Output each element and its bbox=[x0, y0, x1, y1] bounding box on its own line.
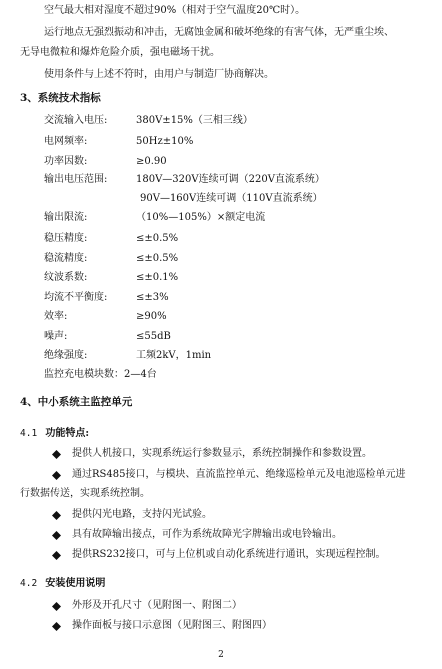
subsection-title: 功能特点: bbox=[45, 428, 90, 439]
intro-line-2: 运行地点无强烈振动和冲击，无腐蚀金属和破坏绝缘的有害气体，无严重尘埃、 bbox=[44, 27, 394, 38]
intro-line-1: 空气最大相对湿度不超过90%（相对于空气温度20℃时）。 bbox=[44, 5, 306, 16]
feature-bullet-3: 提供闪光电路，支持闪光试验。 bbox=[72, 509, 212, 520]
spec-value-current-accuracy: ≤±0.5% bbox=[136, 253, 179, 264]
spec-label-noise: 噪声: bbox=[44, 331, 68, 342]
spec-value-noise: ≤55dB bbox=[136, 331, 171, 342]
feature-bullet-5: 提供RS232接口，可与上位机或自动化系统进行通讯，实现远程控制。 bbox=[72, 549, 386, 560]
subsection-4-1-heading bbox=[20, 427, 89, 441]
diamond-bullet-icon bbox=[52, 450, 61, 459]
spec-value-input-voltage: 380V±15%（三相三线） bbox=[136, 115, 253, 126]
spec-label-frequency: 电网频率: bbox=[44, 136, 88, 147]
spec-value-frequency: 50Hz±10% bbox=[136, 136, 194, 147]
feature-bullet-1: 提供人机接口，实现系统运行参数显示，系统控制操作和参数设置。 bbox=[72, 448, 372, 459]
diamond-bullet-icon bbox=[52, 551, 61, 560]
feature-bullet-4: 具有故障输出接点，可作为系统故障光字牌输出或电铃输出。 bbox=[72, 529, 342, 540]
diamond-bullet-icon bbox=[52, 531, 61, 540]
spec-module-count: 监控充电模块数：2—4台 bbox=[44, 369, 157, 380]
spec-label-current-sharing: 均流不平衡度: bbox=[44, 292, 108, 303]
intro-line-4: 使用条件与上述不符时，由用户与制造厂协商解决。 bbox=[44, 69, 274, 80]
spec-value-current-limit: （10%—105%）×额定电流 bbox=[136, 212, 266, 223]
spec-label-efficiency: 效率: bbox=[44, 311, 68, 322]
spec-label-input-voltage: 交流输入电压: bbox=[44, 115, 108, 126]
spec-label-ripple: 纹波系数: bbox=[44, 272, 88, 283]
subsection-number: 4.2 bbox=[20, 578, 38, 589]
feature-bullet-2: 通过RS485接口，与模块、直流监控单元、绝缘巡检单元及电池巡检单元进 bbox=[72, 469, 406, 480]
section-3-heading: 3、系统技术指标 bbox=[20, 92, 101, 104]
install-bullet-2: 操作面板与接口示意图（见附图三、附图四） bbox=[72, 620, 272, 631]
diamond-bullet-icon bbox=[52, 602, 61, 611]
feature-bullet-2-continued: 行数据传送，实现系统控制。 bbox=[20, 488, 150, 499]
spec-value-output-voltage-110: 90V—160V连续可调（110V直流系统） bbox=[140, 193, 323, 204]
intro-line-3: 无导电微粒和爆炸危险介质，强电磁场干扰。 bbox=[20, 47, 220, 58]
spec-label-current-limit: 输出限流: bbox=[44, 212, 88, 223]
subsection-4-2-heading bbox=[20, 577, 105, 591]
subsection-number: 4.1 bbox=[20, 428, 38, 439]
subsection-title: 安装使用说明 bbox=[45, 578, 106, 589]
diamond-bullet-icon bbox=[52, 511, 61, 520]
spec-value-ripple: ≤±0.1% bbox=[136, 272, 179, 283]
diamond-bullet-icon bbox=[52, 471, 61, 480]
install-bullet-1: 外形及开孔尺寸（见附图一、附图二） bbox=[72, 600, 242, 611]
spec-value-output-voltage-220: 180V—320V连续可调（220V直流系统） bbox=[136, 174, 325, 185]
spec-value-efficiency: ≥90% bbox=[136, 311, 167, 322]
spec-value-voltage-accuracy: ≤±0.5% bbox=[136, 233, 179, 244]
spec-value-insulation: 工频2kV，1min bbox=[136, 350, 212, 361]
spec-label-output-voltage: 输出电压范围: bbox=[44, 174, 108, 185]
diamond-bullet-icon bbox=[52, 622, 61, 631]
page-number: 2 bbox=[218, 650, 224, 660]
spec-value-power-factor: ≥0.90 bbox=[136, 156, 167, 167]
spec-value-current-sharing: ≤±3% bbox=[136, 292, 169, 303]
spec-label-power-factor: 功率因数: bbox=[44, 156, 88, 167]
spec-label-current-accuracy: 稳流精度: bbox=[44, 253, 88, 264]
section-4-heading: 4、中小系统主监控单元 bbox=[20, 396, 133, 408]
spec-label-voltage-accuracy: 稳压精度: bbox=[44, 233, 88, 244]
spec-label-insulation: 绝缘强度: bbox=[44, 350, 88, 361]
